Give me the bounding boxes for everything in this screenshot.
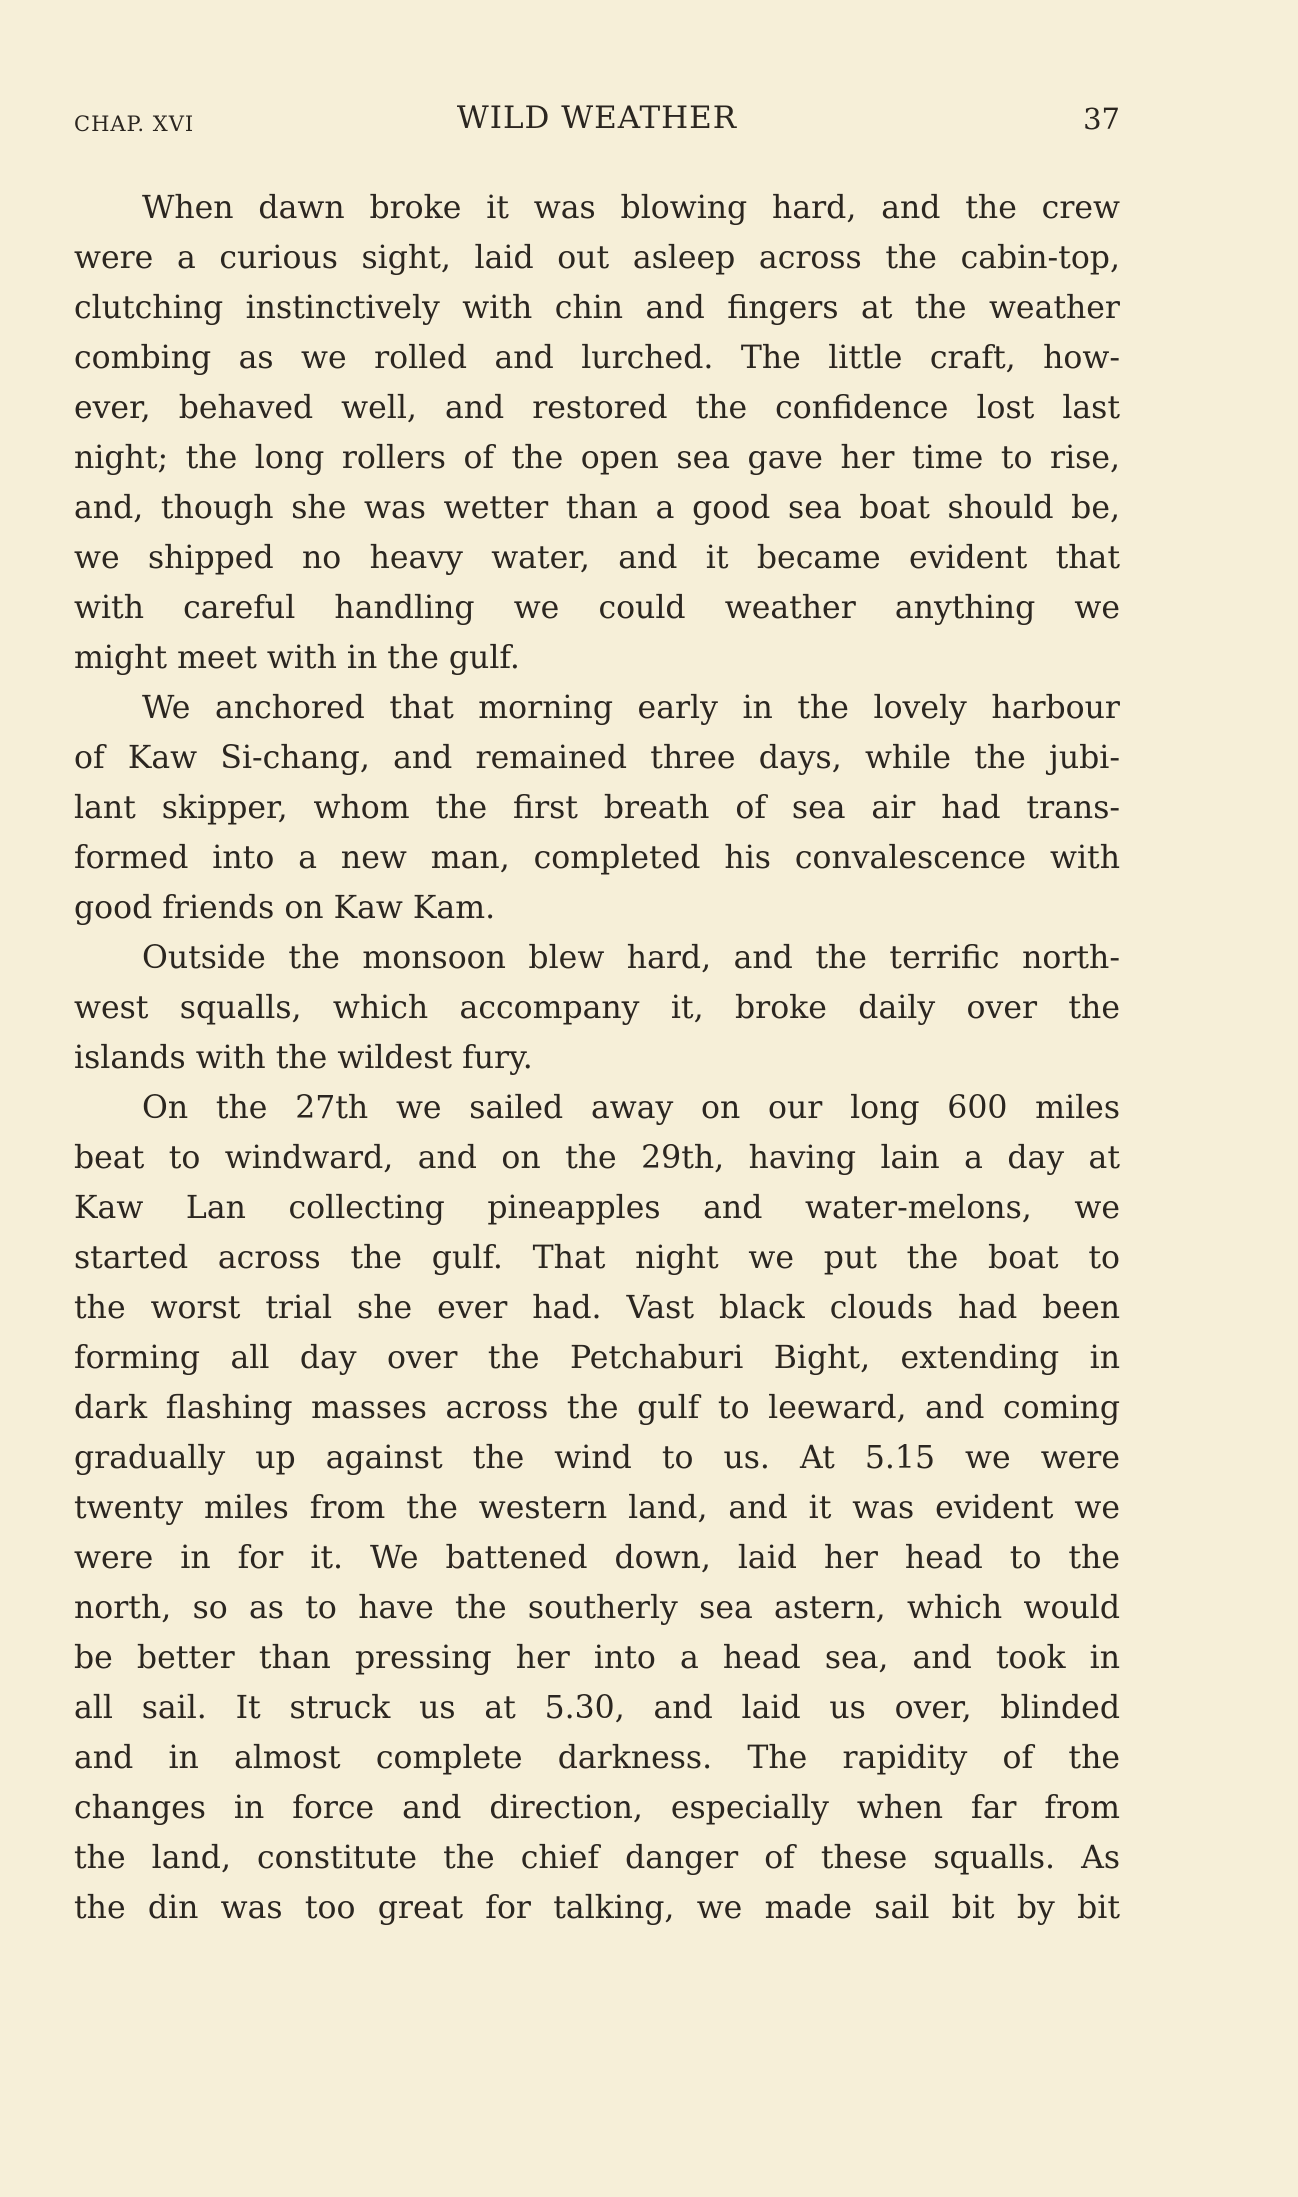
text-line: were a curious sight, laid out asleep across the cabin-top, [74,240,1120,276]
text-line: combing as we rolled and lurched. The little craft, how- [74,340,1120,376]
text-line: might meet with in the gulf. [74,640,520,676]
chapter-label: CHAP. XVI [74,112,195,136]
text-line: north, so as to have the southerly sea astern, which would [74,1590,1120,1626]
text-line: We anchored that morning early in the lovely harbour [142,690,1120,726]
text-line: When dawn broke it was blowing hard, and the crew [142,190,1120,226]
text-line: night; the long rollers of the open sea gave her time to rise, [74,440,1120,476]
text-line: ever, behaved well, and restored the confidence lost last [74,390,1120,426]
text-line: dark flashing masses across the gulf to leeward, and coming [74,1390,1120,1426]
text-line: Outside the monsoon blew hard, and the terrific north- [142,940,1120,976]
text-line: the land, constitute the chief danger of these squalls. As [74,1840,1120,1876]
body-text [74,183,1120,1933]
text-line: with careful handling we could weather anything we [74,590,1120,626]
text-line: all sail. It struck us at 5.30, and laid us over, blinded [74,1690,1120,1726]
text-line: started across the gulf. That night we put the boat to [74,1240,1120,1276]
text-line: of Kaw Si-chang, and remained three days, while the jubi- [74,740,1120,776]
text-line: were in for it. We battened down, laid her head to the [74,1540,1120,1576]
text-line: and, though she was wetter than a good sea boat should be, [74,490,1120,526]
page-title: WILD WEATHER [456,100,738,136]
text-line: forming all day over the Petchaburi Bight, extending in [74,1340,1120,1376]
text-line: islands with the wildest fury. [74,1040,533,1076]
text-line: lant skipper, whom the first breath of sea air had trans- [74,790,1120,826]
text-line: be better than pressing her into a head sea, and took in [74,1640,1120,1676]
running-head [74,100,1120,150]
text-line: the worst trial she ever had. Vast black clouds had been [74,1290,1120,1326]
text-line: and in almost complete darkness. The rapidity of the [74,1740,1120,1776]
text-line: good friends on Kaw Kam. [74,890,496,926]
text-line: twenty miles from the western land, and it was evident we [74,1490,1120,1526]
page-number: 37 [1083,102,1120,136]
text-line: On the 27th we sailed away on our long 600 miles [142,1090,1120,1126]
text-line: gradually up against the wind to us. At 5.15 we were [74,1440,1120,1476]
text-line: the din was too great for talking, we made sail bit by bit [74,1890,1120,1926]
text-line: changes in force and direction, especially when far from [74,1790,1120,1826]
text-line: west squalls, which accompany it, broke daily over the [74,990,1120,1026]
text-line: formed into a new man, completed his convalescence with [74,840,1120,876]
text-line: beat to windward, and on the 29th, having lain a day at [74,1140,1120,1176]
text-line: we shipped no heavy water, and it became evident that [74,540,1120,576]
text-line: clutching instinctively with chin and fingers at the weather [74,290,1120,326]
text-line: Kaw Lan collecting pineapples and water-melons, we [74,1190,1120,1226]
